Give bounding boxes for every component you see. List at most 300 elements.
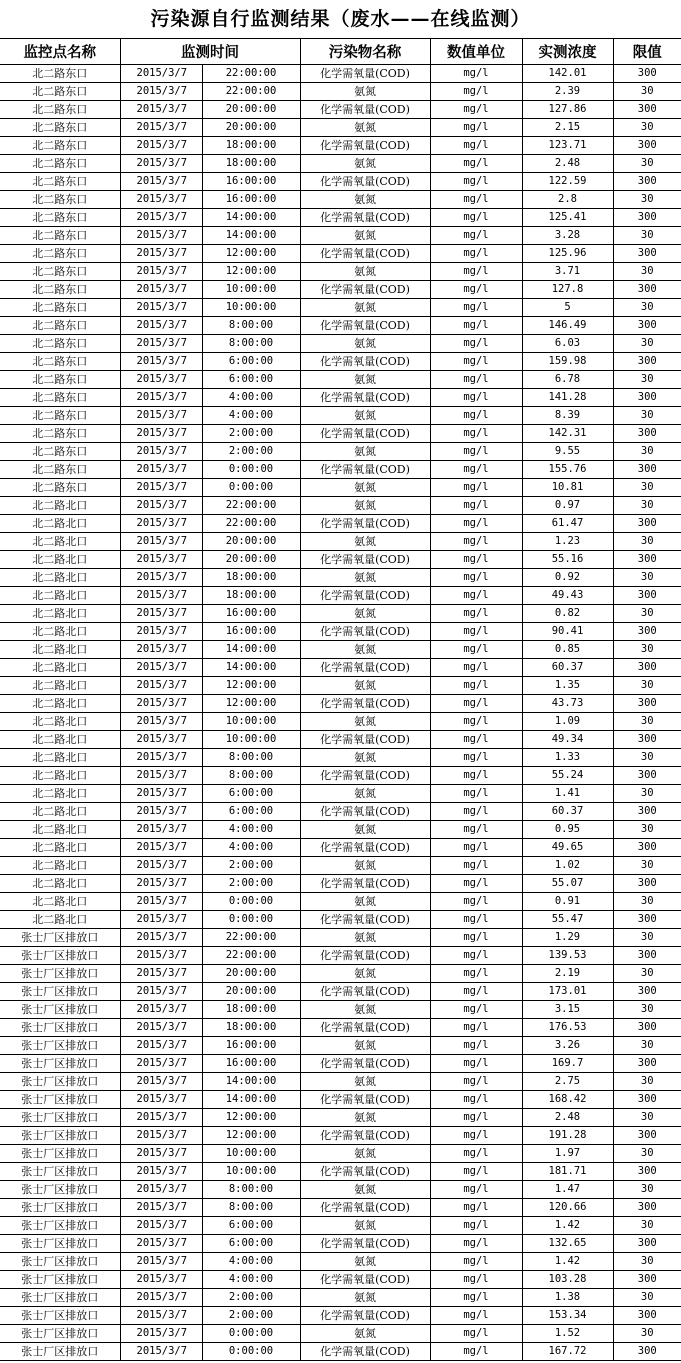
cell-unit: mg/l bbox=[430, 479, 522, 497]
cell-date: 2015/3/7 bbox=[120, 695, 202, 713]
cell-unit: mg/l bbox=[430, 137, 522, 155]
cell-date: 2015/3/7 bbox=[120, 839, 202, 857]
cell-time: 10:00:00 bbox=[202, 299, 300, 317]
cell-pollutant: 氨氮 bbox=[300, 479, 430, 497]
header-site-name: 监控点名称 bbox=[0, 39, 120, 65]
table-row bbox=[0, 767, 681, 785]
cell-site-name: 北二路东口 bbox=[0, 407, 120, 425]
cell-time: 4:00:00 bbox=[202, 1271, 300, 1289]
cell-date: 2015/3/7 bbox=[120, 1109, 202, 1127]
cell-date: 2015/3/7 bbox=[120, 641, 202, 659]
cell-site-name: 北二路东口 bbox=[0, 137, 120, 155]
cell-unit: mg/l bbox=[430, 785, 522, 803]
cell-limit: 30 bbox=[613, 1325, 681, 1343]
cell-unit: mg/l bbox=[430, 407, 522, 425]
table-row bbox=[0, 1019, 681, 1037]
table-row bbox=[0, 695, 681, 713]
cell-unit: mg/l bbox=[430, 1019, 522, 1037]
cell-pollutant: 氨氮 bbox=[300, 155, 430, 173]
cell-unit: mg/l bbox=[430, 443, 522, 461]
cell-value: 0.92 bbox=[522, 569, 613, 587]
cell-date: 2015/3/7 bbox=[120, 443, 202, 461]
cell-limit: 300 bbox=[613, 767, 681, 785]
cell-limit: 300 bbox=[613, 947, 681, 965]
cell-site-name: 北二路东口 bbox=[0, 245, 120, 263]
cell-site-name: 北二路北口 bbox=[0, 605, 120, 623]
cell-site-name: 北二路北口 bbox=[0, 623, 120, 641]
cell-unit: mg/l bbox=[430, 1127, 522, 1145]
table-row bbox=[0, 785, 681, 803]
cell-date: 2015/3/7 bbox=[120, 1325, 202, 1343]
cell-time: 14:00:00 bbox=[202, 641, 300, 659]
cell-limit: 30 bbox=[613, 785, 681, 803]
cell-unit: mg/l bbox=[430, 1109, 522, 1127]
cell-limit: 300 bbox=[613, 911, 681, 929]
cell-site-name: 张士厂区排放口 bbox=[0, 1343, 120, 1361]
cell-pollutant: 化学需氧量(COD) bbox=[300, 65, 430, 83]
cell-pollutant: 化学需氧量(COD) bbox=[300, 1199, 430, 1217]
cell-limit: 300 bbox=[613, 137, 681, 155]
cell-time: 4:00:00 bbox=[202, 821, 300, 839]
cell-value: 142.31 bbox=[522, 425, 613, 443]
cell-time: 20:00:00 bbox=[202, 965, 300, 983]
cell-date: 2015/3/7 bbox=[120, 371, 202, 389]
cell-pollutant: 氨氮 bbox=[300, 371, 430, 389]
cell-site-name: 北二路北口 bbox=[0, 587, 120, 605]
table-row bbox=[0, 587, 681, 605]
cell-date: 2015/3/7 bbox=[120, 479, 202, 497]
cell-limit: 300 bbox=[613, 695, 681, 713]
cell-pollutant: 氨氮 bbox=[300, 1145, 430, 1163]
cell-time: 18:00:00 bbox=[202, 1019, 300, 1037]
cell-pollutant: 氨氮 bbox=[300, 569, 430, 587]
table-row bbox=[0, 713, 681, 731]
cell-pollutant: 化学需氧量(COD) bbox=[300, 839, 430, 857]
cell-unit: mg/l bbox=[430, 209, 522, 227]
cell-time: 16:00:00 bbox=[202, 605, 300, 623]
cell-date: 2015/3/7 bbox=[120, 335, 202, 353]
cell-time: 2:00:00 bbox=[202, 1307, 300, 1325]
cell-unit: mg/l bbox=[430, 551, 522, 569]
cell-value: 0.85 bbox=[522, 641, 613, 659]
header-monitor-time: 监测时间 bbox=[120, 39, 300, 65]
cell-date: 2015/3/7 bbox=[120, 515, 202, 533]
cell-value: 139.53 bbox=[522, 947, 613, 965]
cell-site-name: 张士厂区排放口 bbox=[0, 1289, 120, 1307]
cell-limit: 300 bbox=[613, 65, 681, 83]
cell-date: 2015/3/7 bbox=[120, 1055, 202, 1073]
cell-value: 191.28 bbox=[522, 1127, 613, 1145]
table-row bbox=[0, 1181, 681, 1199]
cell-site-name: 北二路东口 bbox=[0, 371, 120, 389]
cell-limit: 30 bbox=[613, 713, 681, 731]
cell-date: 2015/3/7 bbox=[120, 803, 202, 821]
cell-date: 2015/3/7 bbox=[120, 317, 202, 335]
cell-site-name: 北二路北口 bbox=[0, 569, 120, 587]
cell-site-name: 张士厂区排放口 bbox=[0, 1001, 120, 1019]
cell-date: 2015/3/7 bbox=[120, 227, 202, 245]
cell-value: 120.66 bbox=[522, 1199, 613, 1217]
cell-date: 2015/3/7 bbox=[120, 785, 202, 803]
cell-value: 3.26 bbox=[522, 1037, 613, 1055]
cell-unit: mg/l bbox=[430, 245, 522, 263]
cell-unit: mg/l bbox=[430, 767, 522, 785]
cell-site-name: 北二路东口 bbox=[0, 119, 120, 137]
cell-site-name: 北二路北口 bbox=[0, 911, 120, 929]
cell-value: 1.41 bbox=[522, 785, 613, 803]
cell-limit: 30 bbox=[613, 965, 681, 983]
cell-limit: 300 bbox=[613, 1019, 681, 1037]
cell-pollutant: 氨氮 bbox=[300, 497, 430, 515]
cell-site-name: 北二路东口 bbox=[0, 65, 120, 83]
cell-limit: 30 bbox=[613, 1289, 681, 1307]
cell-pollutant: 化学需氧量(COD) bbox=[300, 623, 430, 641]
cell-limit: 30 bbox=[613, 407, 681, 425]
table-row bbox=[0, 317, 681, 335]
cell-time: 8:00:00 bbox=[202, 767, 300, 785]
cell-time: 14:00:00 bbox=[202, 1091, 300, 1109]
cell-limit: 300 bbox=[613, 1199, 681, 1217]
cell-unit: mg/l bbox=[430, 1217, 522, 1235]
cell-site-name: 张士厂区排放口 bbox=[0, 1271, 120, 1289]
table-row bbox=[0, 1307, 681, 1325]
cell-date: 2015/3/7 bbox=[120, 1037, 202, 1055]
cell-time: 22:00:00 bbox=[202, 497, 300, 515]
cell-value: 49.34 bbox=[522, 731, 613, 749]
table-row bbox=[0, 1289, 681, 1307]
cell-unit: mg/l bbox=[430, 947, 522, 965]
cell-time: 16:00:00 bbox=[202, 173, 300, 191]
cell-limit: 300 bbox=[613, 623, 681, 641]
cell-date: 2015/3/7 bbox=[120, 893, 202, 911]
cell-unit: mg/l bbox=[430, 875, 522, 893]
cell-site-name: 张士厂区排放口 bbox=[0, 1145, 120, 1163]
cell-value: 181.71 bbox=[522, 1163, 613, 1181]
cell-date: 2015/3/7 bbox=[120, 299, 202, 317]
cell-value: 127.86 bbox=[522, 101, 613, 119]
cell-value: 9.55 bbox=[522, 443, 613, 461]
table-row bbox=[0, 1109, 681, 1127]
cell-value: 122.59 bbox=[522, 173, 613, 191]
table-row bbox=[0, 515, 681, 533]
cell-time: 16:00:00 bbox=[202, 1055, 300, 1073]
cell-site-name: 北二路东口 bbox=[0, 335, 120, 353]
cell-date: 2015/3/7 bbox=[120, 1145, 202, 1163]
cell-pollutant: 氨氮 bbox=[300, 713, 430, 731]
cell-limit: 300 bbox=[613, 983, 681, 1001]
cell-limit: 300 bbox=[613, 1055, 681, 1073]
cell-unit: mg/l bbox=[430, 353, 522, 371]
cell-pollutant: 氨氮 bbox=[300, 335, 430, 353]
cell-limit: 300 bbox=[613, 1127, 681, 1145]
cell-limit: 30 bbox=[613, 497, 681, 515]
cell-site-name: 张士厂区排放口 bbox=[0, 1217, 120, 1235]
cell-date: 2015/3/7 bbox=[120, 677, 202, 695]
cell-site-name: 北二路东口 bbox=[0, 263, 120, 281]
header-measured-value: 实测浓度 bbox=[522, 39, 613, 65]
cell-pollutant: 氨氮 bbox=[300, 1217, 430, 1235]
cell-pollutant: 氨氮 bbox=[300, 263, 430, 281]
table-row bbox=[0, 857, 681, 875]
cell-unit: mg/l bbox=[430, 1073, 522, 1091]
cell-site-name: 北二路北口 bbox=[0, 785, 120, 803]
table-row bbox=[0, 407, 681, 425]
cell-pollutant: 氨氮 bbox=[300, 1109, 430, 1127]
cell-limit: 30 bbox=[613, 299, 681, 317]
cell-site-name: 张士厂区排放口 bbox=[0, 947, 120, 965]
cell-date: 2015/3/7 bbox=[120, 137, 202, 155]
table-row bbox=[0, 461, 681, 479]
cell-date: 2015/3/7 bbox=[120, 965, 202, 983]
header-row bbox=[0, 39, 681, 65]
cell-pollutant: 氨氮 bbox=[300, 1253, 430, 1271]
cell-site-name: 北二路东口 bbox=[0, 191, 120, 209]
cell-time: 10:00:00 bbox=[202, 1163, 300, 1181]
cell-time: 6:00:00 bbox=[202, 1217, 300, 1235]
cell-site-name: 北二路北口 bbox=[0, 641, 120, 659]
cell-site-name: 北二路北口 bbox=[0, 677, 120, 695]
cell-time: 22:00:00 bbox=[202, 947, 300, 965]
cell-pollutant: 化学需氧量(COD) bbox=[300, 389, 430, 407]
cell-pollutant: 化学需氧量(COD) bbox=[300, 659, 430, 677]
cell-unit: mg/l bbox=[430, 335, 522, 353]
cell-limit: 300 bbox=[613, 389, 681, 407]
cell-site-name: 张士厂区排放口 bbox=[0, 1091, 120, 1109]
cell-date: 2015/3/7 bbox=[120, 1217, 202, 1235]
cell-limit: 30 bbox=[613, 533, 681, 551]
cell-value: 123.71 bbox=[522, 137, 613, 155]
cell-limit: 300 bbox=[613, 173, 681, 191]
cell-pollutant: 氨氮 bbox=[300, 785, 430, 803]
cell-site-name: 北二路北口 bbox=[0, 533, 120, 551]
cell-pollutant: 氨氮 bbox=[300, 965, 430, 983]
cell-limit: 30 bbox=[613, 677, 681, 695]
cell-value: 1.35 bbox=[522, 677, 613, 695]
header-pollutant-name: 污染物名称 bbox=[300, 39, 430, 65]
cell-pollutant: 化学需氧量(COD) bbox=[300, 1163, 430, 1181]
cell-time: 18:00:00 bbox=[202, 137, 300, 155]
cell-date: 2015/3/7 bbox=[120, 983, 202, 1001]
cell-date: 2015/3/7 bbox=[120, 767, 202, 785]
cell-value: 159.98 bbox=[522, 353, 613, 371]
table-row bbox=[0, 1055, 681, 1073]
cell-site-name: 北二路北口 bbox=[0, 821, 120, 839]
cell-unit: mg/l bbox=[430, 1253, 522, 1271]
cell-unit: mg/l bbox=[430, 155, 522, 173]
cell-limit: 30 bbox=[613, 821, 681, 839]
cell-unit: mg/l bbox=[430, 821, 522, 839]
cell-value: 2.39 bbox=[522, 83, 613, 101]
cell-value: 1.02 bbox=[522, 857, 613, 875]
table-row bbox=[0, 983, 681, 1001]
cell-site-name: 张士厂区排放口 bbox=[0, 1109, 120, 1127]
cell-value: 55.24 bbox=[522, 767, 613, 785]
table-row bbox=[0, 137, 681, 155]
cell-pollutant: 氨氮 bbox=[300, 1037, 430, 1055]
cell-date: 2015/3/7 bbox=[120, 569, 202, 587]
cell-value: 169.7 bbox=[522, 1055, 613, 1073]
cell-pollutant: 化学需氧量(COD) bbox=[300, 173, 430, 191]
cell-unit: mg/l bbox=[430, 461, 522, 479]
cell-time: 14:00:00 bbox=[202, 227, 300, 245]
cell-value: 3.28 bbox=[522, 227, 613, 245]
cell-time: 8:00:00 bbox=[202, 1199, 300, 1217]
cell-value: 43.73 bbox=[522, 695, 613, 713]
cell-limit: 300 bbox=[613, 425, 681, 443]
cell-date: 2015/3/7 bbox=[120, 497, 202, 515]
cell-limit: 30 bbox=[613, 1181, 681, 1199]
cell-value: 49.43 bbox=[522, 587, 613, 605]
table-row bbox=[0, 1127, 681, 1145]
cell-limit: 30 bbox=[613, 641, 681, 659]
cell-site-name: 北二路北口 bbox=[0, 695, 120, 713]
table-row bbox=[0, 173, 681, 191]
table-row bbox=[0, 425, 681, 443]
cell-pollutant: 氨氮 bbox=[300, 929, 430, 947]
table-row bbox=[0, 731, 681, 749]
cell-time: 22:00:00 bbox=[202, 515, 300, 533]
cell-value: 125.96 bbox=[522, 245, 613, 263]
cell-value: 176.53 bbox=[522, 1019, 613, 1037]
cell-value: 1.23 bbox=[522, 533, 613, 551]
table-row bbox=[0, 551, 681, 569]
cell-unit: mg/l bbox=[430, 983, 522, 1001]
cell-unit: mg/l bbox=[430, 1091, 522, 1109]
cell-pollutant: 化学需氧量(COD) bbox=[300, 551, 430, 569]
table-row bbox=[0, 281, 681, 299]
cell-value: 142.01 bbox=[522, 65, 613, 83]
cell-limit: 30 bbox=[613, 443, 681, 461]
cell-value: 1.42 bbox=[522, 1253, 613, 1271]
cell-limit: 30 bbox=[613, 569, 681, 587]
monitoring-table bbox=[0, 39, 681, 1361]
cell-value: 55.16 bbox=[522, 551, 613, 569]
cell-unit: mg/l bbox=[430, 425, 522, 443]
cell-date: 2015/3/7 bbox=[120, 1271, 202, 1289]
cell-value: 153.34 bbox=[522, 1307, 613, 1325]
cell-value: 60.37 bbox=[522, 659, 613, 677]
cell-time: 0:00:00 bbox=[202, 911, 300, 929]
cell-unit: mg/l bbox=[430, 713, 522, 731]
cell-site-name: 北二路北口 bbox=[0, 497, 120, 515]
cell-date: 2015/3/7 bbox=[120, 659, 202, 677]
table-row bbox=[0, 569, 681, 587]
cell-time: 22:00:00 bbox=[202, 83, 300, 101]
cell-limit: 30 bbox=[613, 83, 681, 101]
cell-date: 2015/3/7 bbox=[120, 857, 202, 875]
cell-value: 61.47 bbox=[522, 515, 613, 533]
cell-time: 10:00:00 bbox=[202, 1145, 300, 1163]
table-row bbox=[0, 875, 681, 893]
cell-date: 2015/3/7 bbox=[120, 911, 202, 929]
cell-limit: 30 bbox=[613, 119, 681, 137]
cell-limit: 300 bbox=[613, 803, 681, 821]
cell-time: 2:00:00 bbox=[202, 425, 300, 443]
cell-date: 2015/3/7 bbox=[120, 1307, 202, 1325]
cell-value: 2.19 bbox=[522, 965, 613, 983]
table-row bbox=[0, 119, 681, 137]
cell-date: 2015/3/7 bbox=[120, 83, 202, 101]
cell-date: 2015/3/7 bbox=[120, 119, 202, 137]
cell-value: 3.15 bbox=[522, 1001, 613, 1019]
cell-unit: mg/l bbox=[430, 1163, 522, 1181]
cell-site-name: 张士厂区排放口 bbox=[0, 1235, 120, 1253]
cell-time: 2:00:00 bbox=[202, 1289, 300, 1307]
cell-limit: 30 bbox=[613, 371, 681, 389]
cell-unit: mg/l bbox=[430, 83, 522, 101]
cell-pollutant: 化学需氧量(COD) bbox=[300, 1091, 430, 1109]
cell-unit: mg/l bbox=[430, 299, 522, 317]
cell-time: 6:00:00 bbox=[202, 353, 300, 371]
cell-pollutant: 化学需氧量(COD) bbox=[300, 731, 430, 749]
cell-limit: 300 bbox=[613, 101, 681, 119]
cell-value: 1.52 bbox=[522, 1325, 613, 1343]
cell-pollutant: 氨氮 bbox=[300, 677, 430, 695]
cell-unit: mg/l bbox=[430, 893, 522, 911]
cell-pollutant: 氨氮 bbox=[300, 1181, 430, 1199]
cell-site-name: 北二路东口 bbox=[0, 209, 120, 227]
cell-pollutant: 氨氮 bbox=[300, 749, 430, 767]
cell-date: 2015/3/7 bbox=[120, 875, 202, 893]
cell-date: 2015/3/7 bbox=[120, 353, 202, 371]
cell-value: 103.28 bbox=[522, 1271, 613, 1289]
cell-value: 2.48 bbox=[522, 155, 613, 173]
table-row bbox=[0, 1217, 681, 1235]
cell-value: 3.71 bbox=[522, 263, 613, 281]
cell-pollutant: 化学需氧量(COD) bbox=[300, 767, 430, 785]
cell-pollutant: 氨氮 bbox=[300, 533, 430, 551]
cell-unit: mg/l bbox=[430, 749, 522, 767]
cell-time: 6:00:00 bbox=[202, 371, 300, 389]
table-row bbox=[0, 929, 681, 947]
table-body bbox=[0, 65, 681, 1361]
cell-unit: mg/l bbox=[430, 389, 522, 407]
cell-limit: 30 bbox=[613, 1037, 681, 1055]
cell-date: 2015/3/7 bbox=[120, 1091, 202, 1109]
cell-limit: 300 bbox=[613, 1091, 681, 1109]
table-row bbox=[0, 821, 681, 839]
cell-site-name: 北二路东口 bbox=[0, 425, 120, 443]
table-row bbox=[0, 965, 681, 983]
cell-time: 2:00:00 bbox=[202, 857, 300, 875]
table-row bbox=[0, 443, 681, 461]
cell-date: 2015/3/7 bbox=[120, 749, 202, 767]
cell-unit: mg/l bbox=[430, 173, 522, 191]
cell-limit: 300 bbox=[613, 245, 681, 263]
table-row bbox=[0, 1343, 681, 1361]
cell-pollutant: 化学需氧量(COD) bbox=[300, 1127, 430, 1145]
header-unit: 数值单位 bbox=[430, 39, 522, 65]
cell-unit: mg/l bbox=[430, 227, 522, 245]
cell-date: 2015/3/7 bbox=[120, 389, 202, 407]
cell-unit: mg/l bbox=[430, 101, 522, 119]
cell-site-name: 北二路北口 bbox=[0, 857, 120, 875]
cell-unit: mg/l bbox=[430, 677, 522, 695]
cell-value: 146.49 bbox=[522, 317, 613, 335]
cell-unit: mg/l bbox=[430, 119, 522, 137]
cell-time: 4:00:00 bbox=[202, 407, 300, 425]
cell-pollutant: 化学需氧量(COD) bbox=[300, 425, 430, 443]
cell-unit: mg/l bbox=[430, 317, 522, 335]
table-row bbox=[0, 497, 681, 515]
cell-limit: 30 bbox=[613, 749, 681, 767]
cell-limit: 300 bbox=[613, 875, 681, 893]
cell-site-name: 北二路北口 bbox=[0, 551, 120, 569]
cell-limit: 30 bbox=[613, 335, 681, 353]
table-row bbox=[0, 1271, 681, 1289]
cell-limit: 300 bbox=[613, 1235, 681, 1253]
cell-value: 6.78 bbox=[522, 371, 613, 389]
